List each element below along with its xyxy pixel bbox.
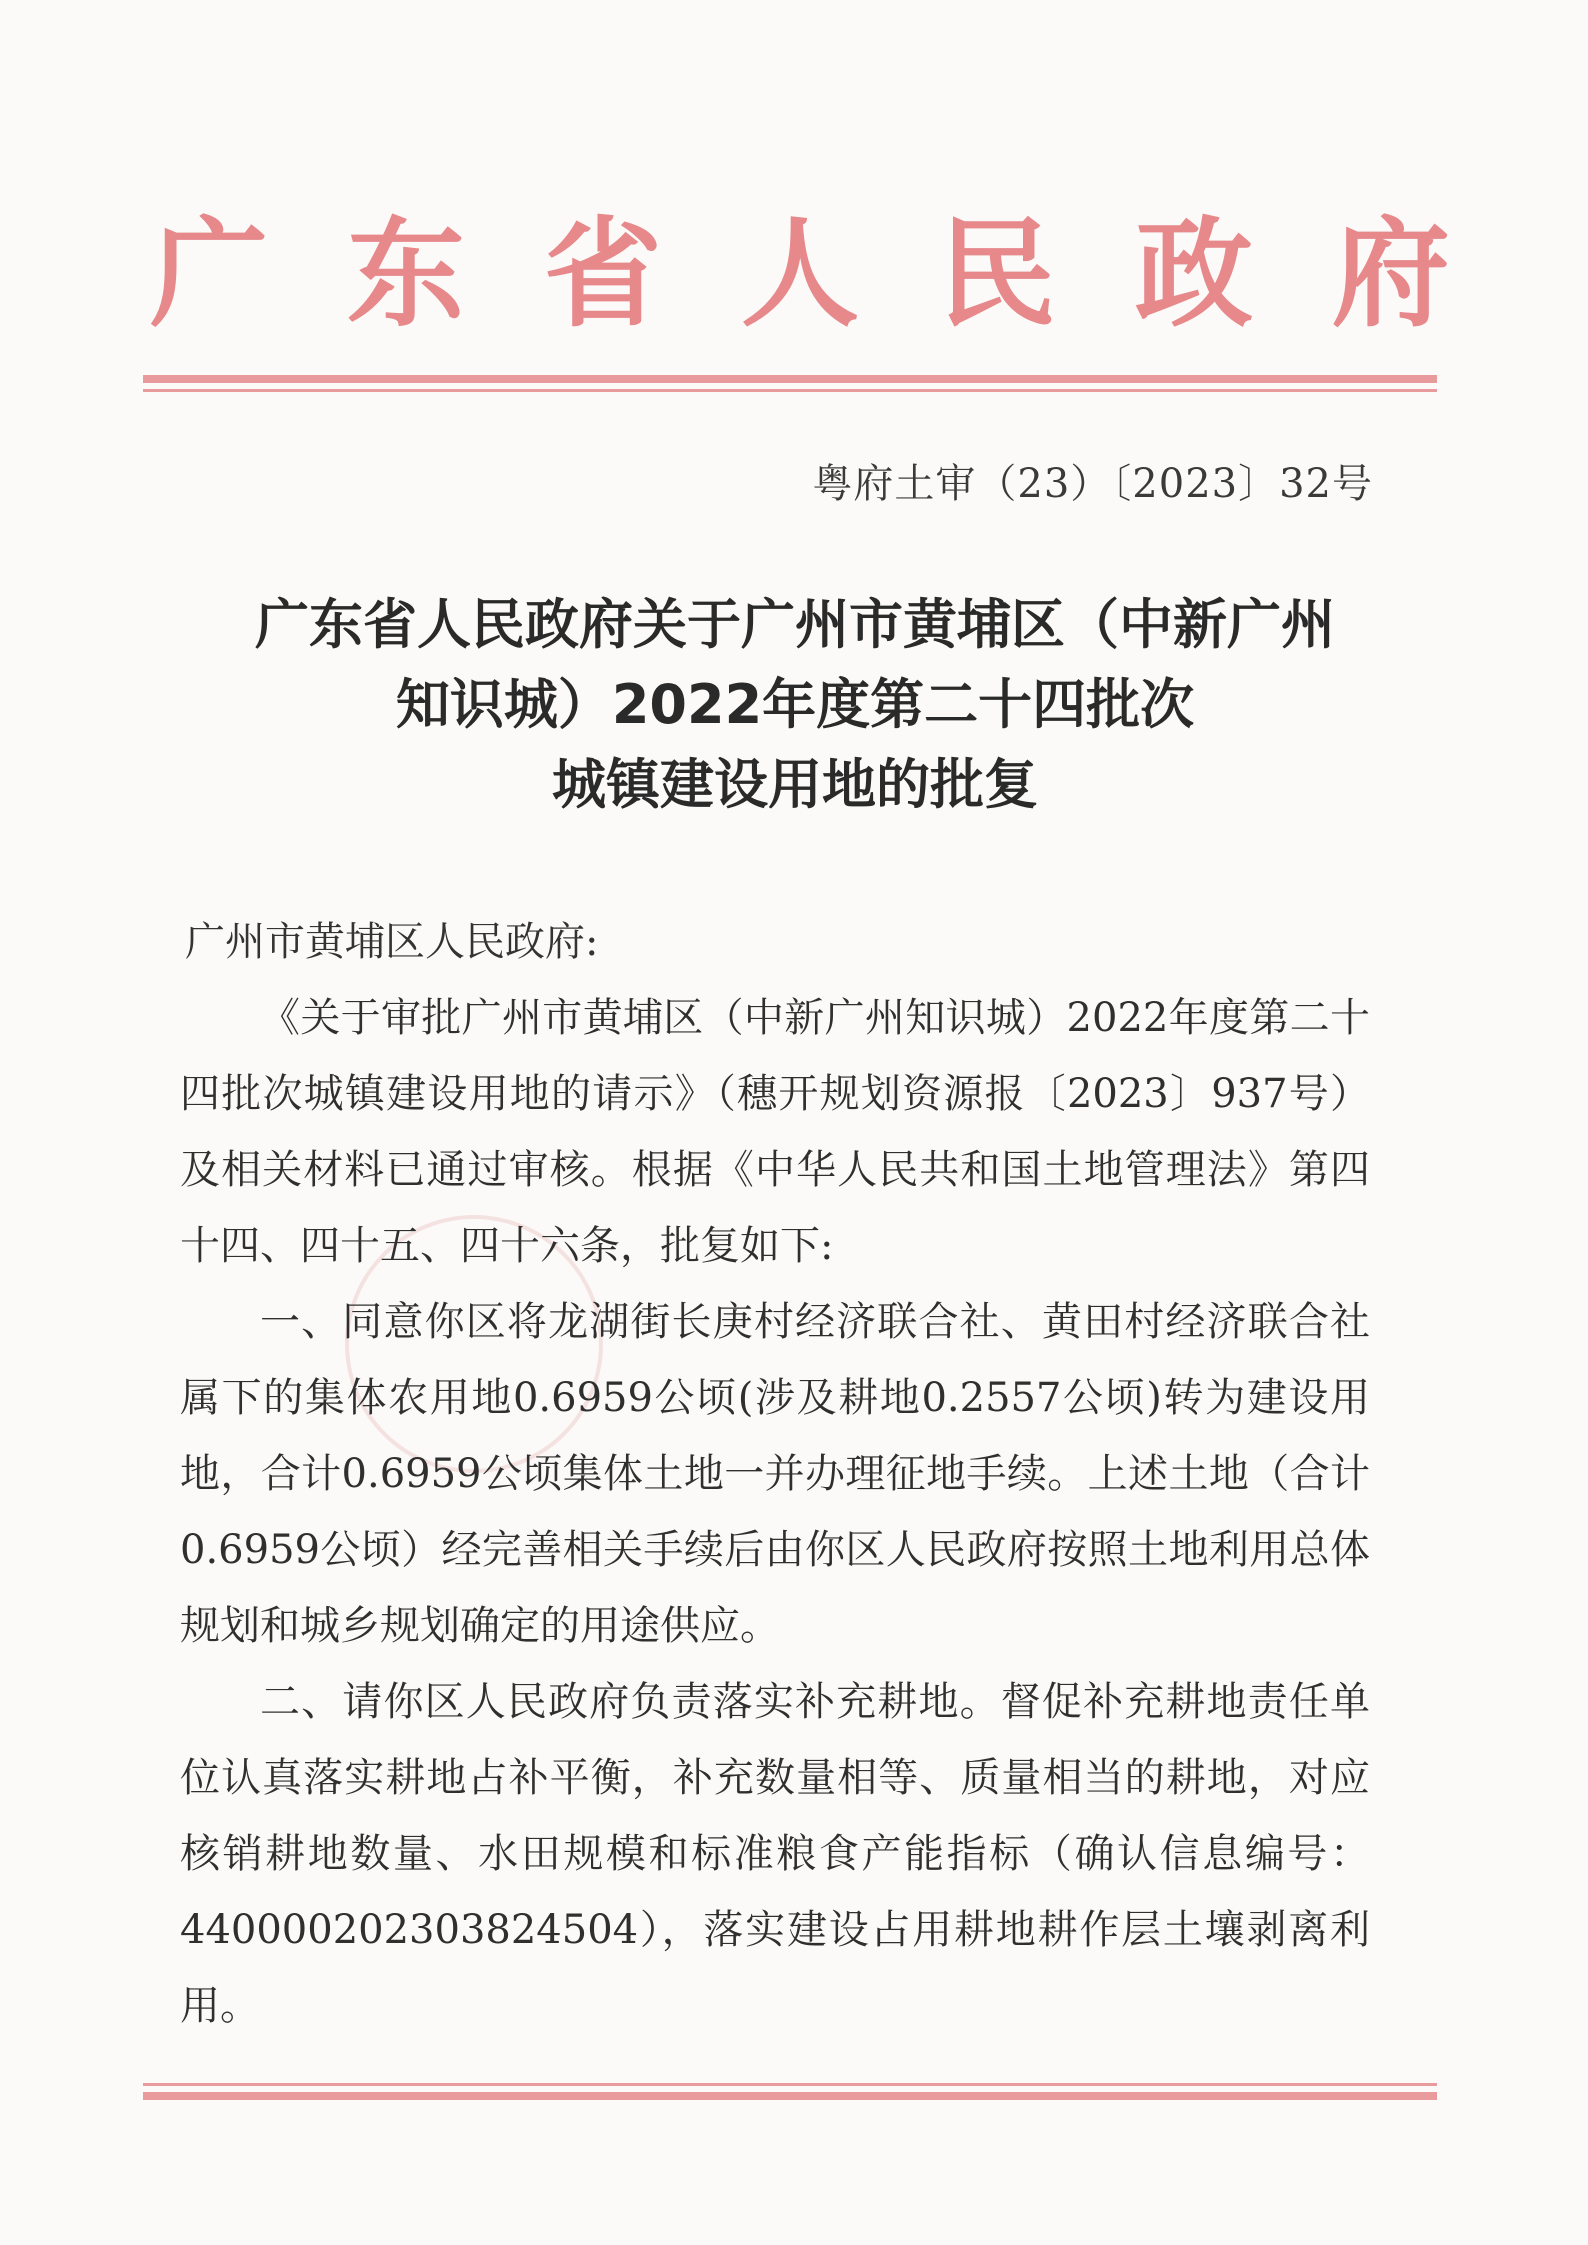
body-paragraph: 一、同意你区将龙湖街长庚村经济联合社、黄田村经济联合社属下的集体农用地0.6959公顷(涉及耕地0.2557公顷)转为建设用地，合计0.6959公顷集体土地一并办理征地手续。上述土地（合计0.6959公顷）经完善相关手续后由你区人民政府按照土地利用总体规划和城乡规划确定的用途供应。 xyxy=(180,1299,1370,1649)
salutation: 广州市黄埔区人民政府: xyxy=(185,919,599,965)
document-title xyxy=(150,585,1440,825)
masthead-char: 广 xyxy=(150,205,269,343)
masthead xyxy=(150,205,1450,343)
masthead-char: 政 xyxy=(1134,205,1253,343)
masthead-char: 民 xyxy=(937,205,1056,343)
header-divider xyxy=(143,375,1437,392)
document-body xyxy=(180,980,1370,2044)
masthead-char: 东 xyxy=(346,205,465,343)
masthead-char: 省 xyxy=(543,205,662,343)
title-line: 城镇建设用地的批复 xyxy=(552,753,1038,816)
body-paragraph: 二、请你区人民政府负责落实补充耕地。督促补充耕地责任单位认真落实耕地占补平衡，补充数量相等、质量相当的耕地，对应核销耕地数量、水田规模和标准粮食产能指标（确认信息编号：440000202303824504），落实建设占用耕地耕作层土壤剥离利用。 xyxy=(180,1679,1370,2029)
body-paragraph: 《关于审批广州市黄埔区（中新广州知识城）2022年度第二十四批次城镇建设用地的请示》（穗开规划资源报〔2023〕937号）及相关材料已通过审核。根据《中华人民共和国土地管理法》第四十四、四十五、四十六条，批复如下: xyxy=(180,995,1370,1269)
title-line: 广东省人民政府关于广州市黄埔区（中新广州 xyxy=(255,593,1335,656)
title-line: 知识城）2022年度第二十四批次 xyxy=(395,673,1195,736)
document-number: 粤府土审（23）〔2023〕32号 xyxy=(812,461,1373,507)
footer-divider xyxy=(143,2083,1437,2100)
masthead-char: 人 xyxy=(740,205,859,343)
masthead-char: 府 xyxy=(1331,205,1450,343)
